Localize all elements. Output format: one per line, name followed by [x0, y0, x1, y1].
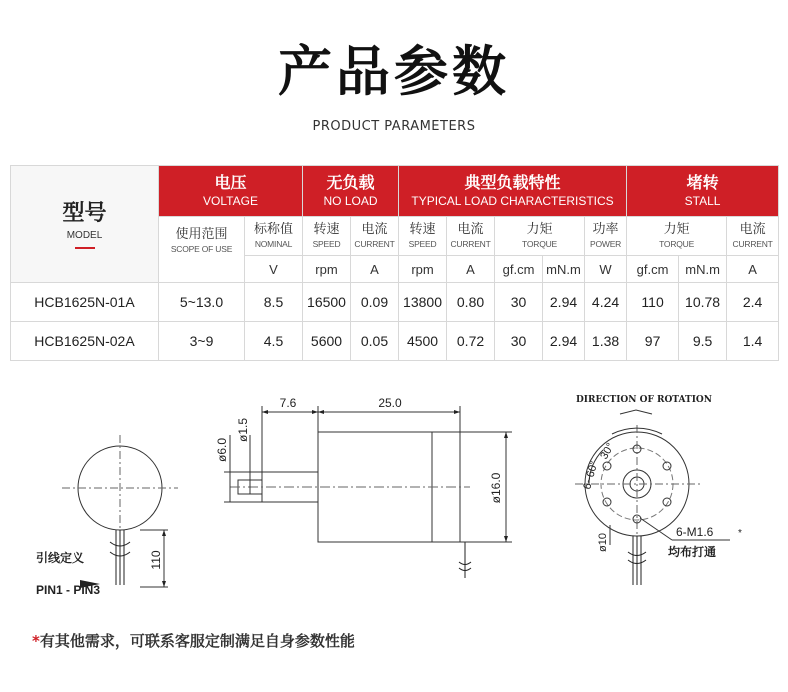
dim-phi6: ø6.0: [215, 437, 229, 463]
footer-note: [32, 630, 355, 651]
sub-load-speed: 转速 SPEED: [399, 217, 447, 256]
model-header-en: MODEL: [66, 229, 103, 241]
sub-load-current: 电流 CURRENT: [447, 217, 495, 256]
holes-label: 6-M1.6: [676, 525, 714, 539]
sub-stall-torque: 力矩 TORQUE: [627, 217, 727, 256]
sub-noload-current: 电流 CURRENT: [351, 217, 399, 256]
model-name: HCB1625N-01A: [11, 283, 159, 322]
sub-noload-speed: 转速 SPEED: [303, 217, 351, 256]
angle-6-60: 6~60°: [581, 459, 601, 491]
table-row: HCB1625N-01A 5~13.0 8.5 16500 0.09 13800 0.80 30 2.94 4.24 110 10.78 2.4: [11, 283, 779, 322]
sub-nominal: 标称值 NOMINAL: [245, 217, 303, 256]
group-stall: 堵转 STALL: [627, 166, 779, 217]
sub-load-power: 功率 POWER: [585, 217, 627, 256]
parameters-table: [10, 165, 779, 361]
rotation-label: DIRECTION OF ROTATION: [576, 395, 712, 405]
group-typical-load: 典型负载特性 TYPICAL LOAD CHARACTERISTICS: [399, 166, 627, 217]
page-subtitle: PRODUCT PARAMETERS: [312, 119, 476, 134]
technical-drawing: [0, 380, 788, 620]
units-row: V rpm A rpm A gf.cm mN.m W gf.cm mN.m A: [11, 256, 779, 283]
note-text: 有其他需求，可联系客服定制满足自身参数性能: [39, 632, 355, 650]
dim-7-6: 7.6: [279, 396, 297, 410]
dim-phi10: ø10: [597, 533, 609, 552]
model-accent-bar: [75, 247, 95, 249]
sub-scope: 使用范围 SCOPE OF USE: [159, 217, 245, 283]
group-no-load: 无负载 NO LOAD: [303, 166, 399, 217]
angle-30: 30°: [598, 441, 617, 462]
dim-25: 25.0: [378, 396, 402, 410]
sub-stall-current: 电流 CURRENT: [727, 217, 779, 256]
holes-zh: 均布打通: [668, 545, 717, 559]
holes-asterisk: *: [738, 528, 742, 539]
page-title: 产品参数: [278, 40, 510, 103]
model-header-zh: 型号: [62, 200, 107, 226]
dim-phi16: ø16.0: [489, 472, 503, 504]
group-voltage: 电压 VOLTAGE: [159, 166, 303, 217]
model-name: HCB1625N-02A: [11, 322, 159, 361]
pin-label: PIN1 - PIN3: [36, 583, 101, 597]
table-row: HCB1625N-02A 3~9 4.5 5600 0.05 4500 0.72 30 2.94 1.38 97 9.5 1.4: [11, 322, 779, 361]
lead-label: 引线定义: [36, 551, 85, 565]
model-header-cell: [11, 166, 159, 283]
sub-load-torque: 力矩 TORQUE: [495, 217, 585, 256]
dim-phi1-5: ø1.5: [236, 417, 250, 443]
note-star: *: [32, 632, 40, 650]
dim-110: 110: [149, 550, 163, 570]
